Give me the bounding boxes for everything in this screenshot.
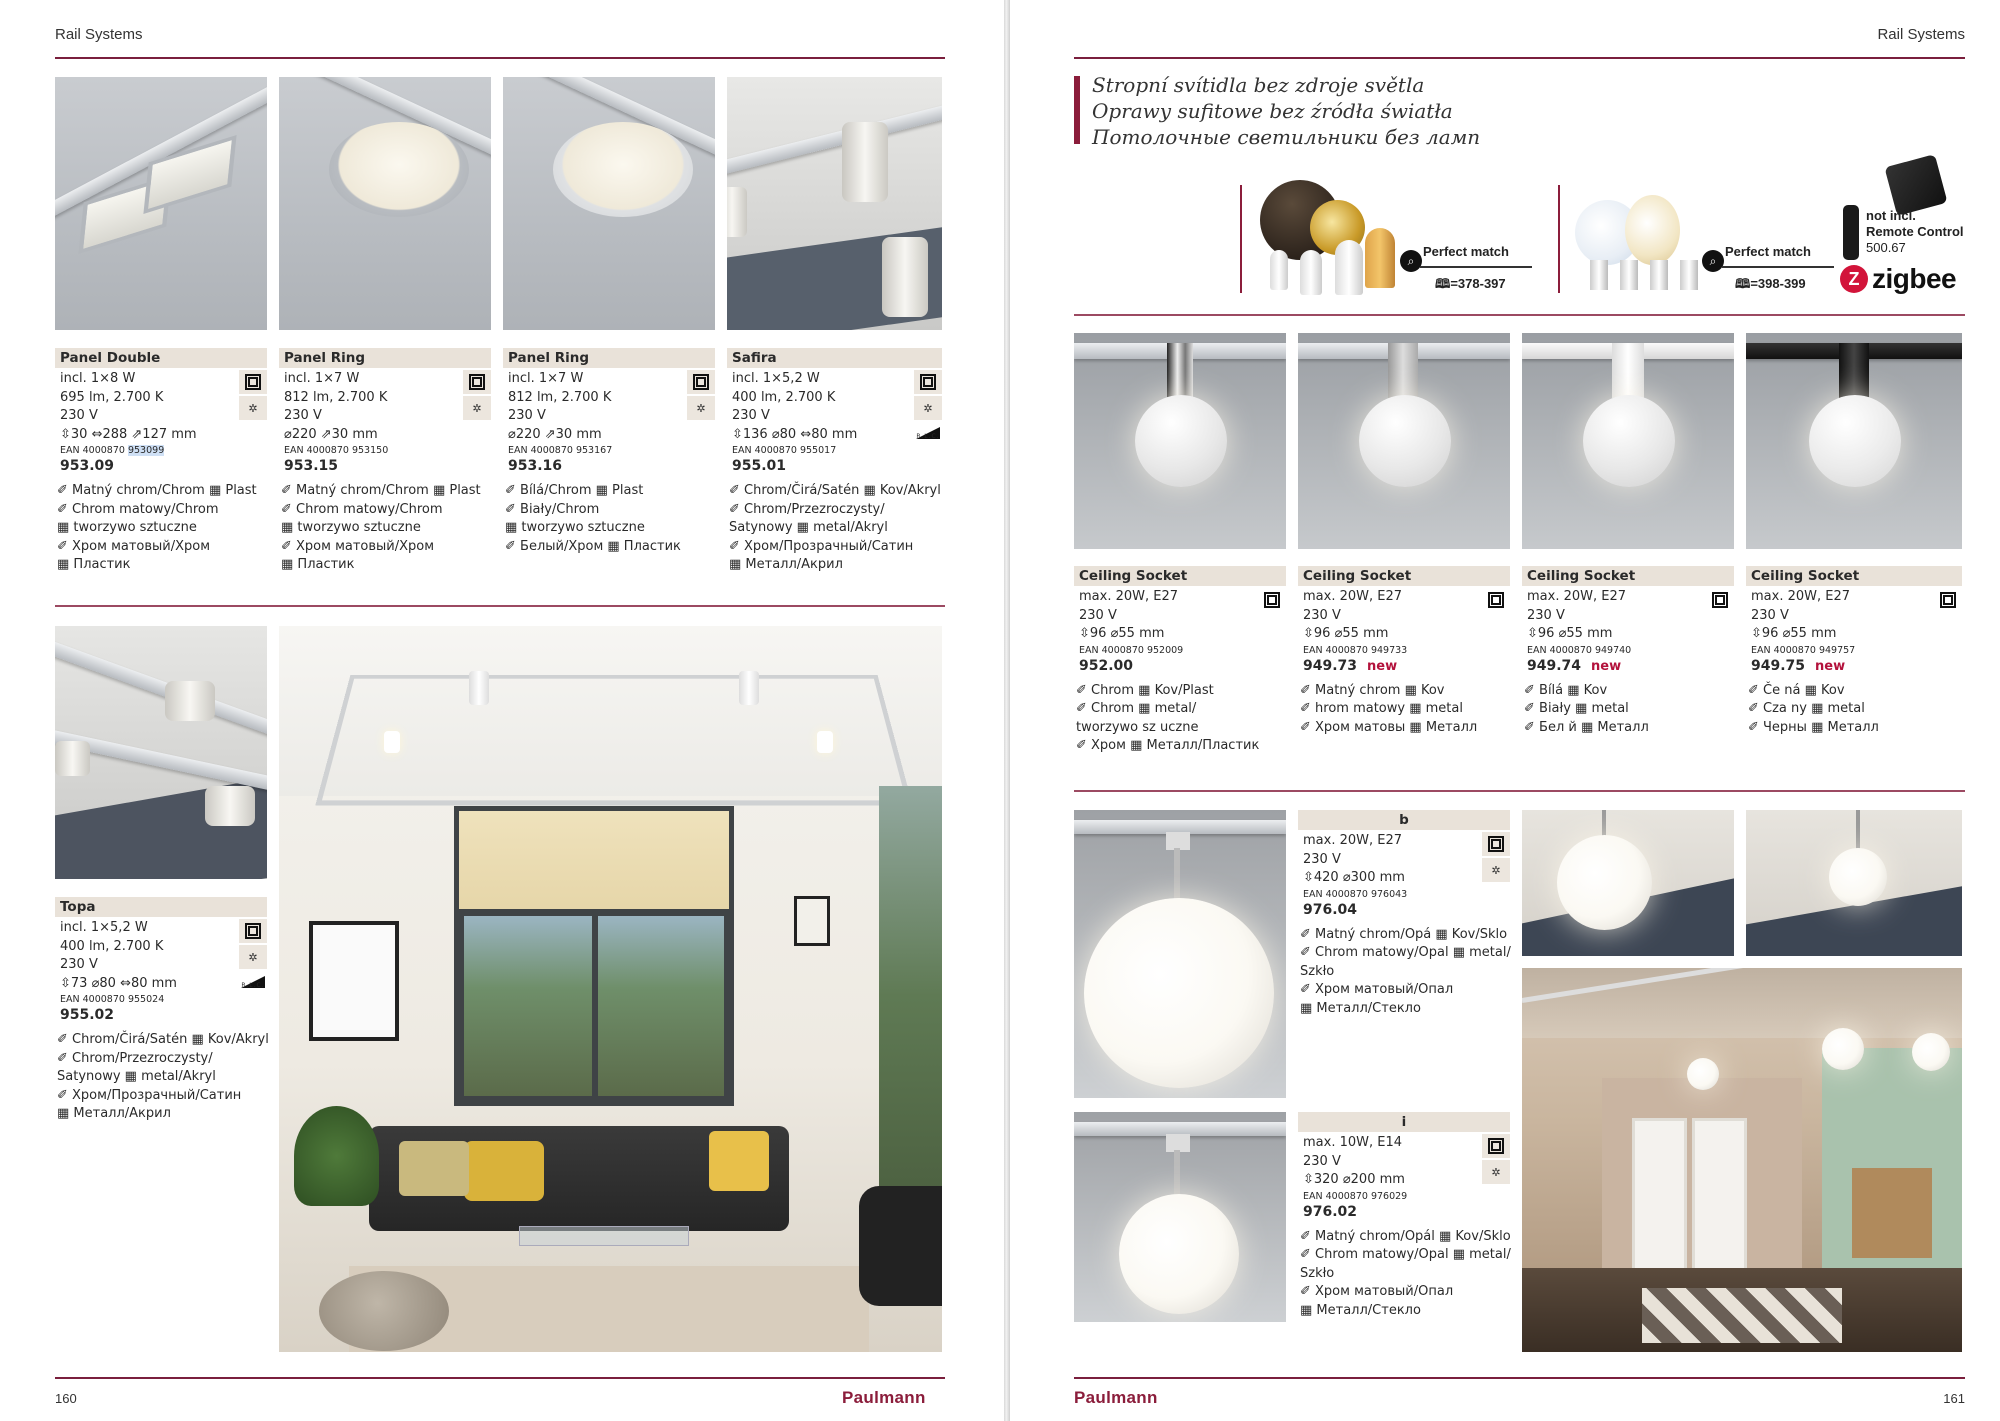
double-insulation-icon: [1482, 1134, 1510, 1158]
material-line: ✐ Хром/Прозрачный/Сатин: [729, 538, 914, 554]
product-icons: [1706, 588, 1734, 614]
spec-voltage: 230 V: [1527, 607, 1565, 623]
material-line: ✐ Matný chrom/Chrom ▦ Plast: [281, 483, 481, 498]
article-number: 953.15: [284, 458, 339, 474]
double-insulation-icon: [239, 370, 267, 394]
material-line: ▦ tworzywo sztuczne: [281, 520, 421, 535]
product-icons: [1934, 588, 1962, 614]
product-icons: [1258, 588, 1286, 614]
lamp-icon: ✲: [1482, 1160, 1510, 1184]
article-number: 976.02: [1303, 1203, 1358, 1220]
material-line: tworzywo sz uczne: [1076, 719, 1199, 735]
spec-lumen: 695 lm, 2.700 K: [60, 389, 164, 405]
product-name: Topa: [55, 897, 267, 917]
catalog-book-icon: 🕮: [1435, 276, 1451, 291]
product-photo-panel-double: [55, 77, 267, 330]
product-photo-panel-ring-chrome: [279, 77, 491, 330]
section-rule: [55, 605, 945, 607]
product-icons: [687, 370, 715, 422]
magnifier-icon: ⌕: [1400, 250, 1422, 272]
product-name: Ceiling Socket: [1298, 566, 1510, 586]
spec-lumen: 812 lm, 2.700 K: [284, 389, 388, 405]
spec-voltage: 230 V: [60, 408, 98, 423]
remote-control-icon: [1843, 205, 1859, 260]
product-name: Ceiling Socket: [1522, 566, 1734, 586]
product-icons: [239, 919, 267, 995]
product-photo-panel-ring-white: [503, 77, 715, 330]
material-line: ✐ Chrom/Čirá/Satén ▦ Kov/Akryl: [57, 1032, 269, 1047]
article-number: 952.00: [1079, 657, 1134, 674]
material-line: Satynowy ▦ metal/Akryl: [57, 1069, 216, 1084]
article-number: 953.16: [508, 458, 563, 474]
material-line: ✐ Bílá/Chrom ▦ Plast: [505, 483, 644, 498]
material-line: ✐ Хром матовый/Опал: [1300, 1284, 1454, 1299]
material-line: ▦ tworzywo sztuczne: [57, 520, 197, 535]
product-icons: [914, 370, 942, 446]
material-line: ✐ Chrom matowy/Opal ▦ metal/: [1300, 1247, 1511, 1262]
section-title: [1092, 72, 1480, 150]
material-line: ✐ Biały ▦ metal: [1524, 701, 1629, 716]
spec-lumen: 812 lm, 2.700 K: [508, 389, 612, 405]
spec-lumen: 400 lm, 2.700 K: [732, 389, 836, 405]
product-info: [55, 348, 267, 575]
material-line: ▦ tworzywo sztuczne: [505, 520, 645, 535]
footer-rule: [55, 1377, 945, 1379]
pendant-photo-small: [1074, 1112, 1286, 1322]
product-icons: [239, 370, 267, 422]
material-line: ✐ Če ná ▦ Kov: [1748, 682, 1845, 698]
header-rule: [55, 57, 945, 59]
ean-code: EAN 4000870 952009: [1079, 644, 1184, 656]
product-info: [279, 348, 491, 575]
material-line: ✐ Chrom matowy/Chrom: [281, 501, 443, 517]
product-icons: [1482, 588, 1510, 614]
article-number: 955.01: [732, 458, 787, 474]
perfect-match-underline: [1420, 266, 1532, 268]
perfect-match-label: Perfect match: [1725, 244, 1811, 259]
perfect-match-divider: [1558, 185, 1560, 293]
product-info: [1298, 566, 1510, 737]
pendant-detail-photo-2: [1746, 810, 1962, 956]
spec-dimensions: ⇳96 ⌀55 mm: [1751, 626, 1837, 641]
ean-code: EAN 4000870 953167: [508, 445, 613, 456]
section-rule: [1074, 790, 1965, 792]
double-insulation-icon: [1482, 588, 1510, 612]
spec-dimensions: ⌀220 ⇗30 mm: [508, 426, 602, 442]
spec-dimensions: ⇳96 ⌀55 mm: [1079, 626, 1165, 641]
material-line: ✐ Matný chrom/Chrom ▦ Plast: [57, 483, 257, 498]
page-header: Rail Systems: [1877, 26, 1965, 43]
product-icons: [463, 370, 491, 422]
product-info: [55, 897, 267, 1124]
material-line: ✐ Бел й ▦ Металл: [1524, 719, 1649, 735]
bulbs-illustration-1: [1260, 180, 1380, 295]
article-number: 949.73 new: [1303, 657, 1398, 674]
material-line: ✐ Хром матовый/Хром: [57, 538, 211, 554]
material-line: ✐ Matný chrom/Opál ▦ Kov/Sklo: [1300, 1228, 1511, 1244]
hallway-photo: [1522, 968, 1962, 1352]
article-number: 976.04: [1303, 901, 1358, 918]
article-number: 949.75 new: [1751, 657, 1846, 674]
right-page: [1010, 0, 2000, 1421]
perfect-match-range: 🕮=378-397: [1435, 276, 1506, 291]
spec-wattage: max. 20W, E27: [1751, 589, 1851, 604]
lamp-icon: ✲: [463, 396, 491, 420]
material-line: ✐ Черны ▦ Металл: [1748, 719, 1879, 735]
material-line: ✐ Matný chrom ▦ Kov: [1300, 682, 1445, 698]
zigbee-icon: Z: [1840, 265, 1868, 293]
product-icons: [1482, 1134, 1510, 1186]
double-insulation-icon: [687, 370, 715, 394]
double-insulation-icon: [1258, 588, 1286, 612]
double-insulation-icon: [463, 370, 491, 394]
article-number: 949.74 new: [1527, 657, 1622, 674]
material-line: ▦ Металл/Стекло: [1300, 1302, 1421, 1318]
material-line: ✐ Chrom ▦ metal/: [1076, 701, 1197, 716]
socket-photo-white: [1522, 333, 1734, 549]
spec-voltage: 230 V: [1079, 607, 1117, 623]
title-russian: Потолочные светильники без ламп: [1092, 125, 1481, 149]
product-info: [1074, 566, 1286, 756]
title-czech: Stropní svítidla bez zdroje světla: [1092, 73, 1425, 97]
brand-logo: Paulmann: [1074, 1388, 1158, 1407]
new-badge: new: [1367, 658, 1398, 674]
double-insulation-icon: [1934, 588, 1962, 612]
rlc-dimmer-icon: R.L.C.: [239, 971, 267, 995]
material-line: ✐ Хром матовый/Опал: [1300, 982, 1454, 997]
smartphone-icon: [1884, 154, 1947, 216]
product-photo-topa: [55, 626, 267, 879]
product-name: Ceiling Socket: [1746, 566, 1962, 586]
living-room-photo: [279, 626, 942, 1352]
spec-dimensions: ⌀220 ⇗30 mm: [284, 426, 378, 442]
lamp-icon: ✲: [914, 396, 942, 420]
spec-wattage: max. 20W, E27: [1303, 833, 1403, 848]
spec-dimensions: ⇳73 ⌀80 ⇔80 mm: [60, 975, 177, 991]
lamp-icon: ✲: [687, 396, 715, 420]
double-insulation-icon: [239, 919, 267, 943]
material-line: ✐ Chrom matowy/Opal ▦ metal/: [1300, 945, 1511, 960]
material-line: ✐ Белый/Хром ▦ Пластик: [505, 538, 681, 554]
article-number: 955.02: [60, 1007, 115, 1023]
product-name: Panel Ring: [503, 348, 715, 368]
product-name: Ceiling Socket: [1074, 566, 1286, 586]
spec-wattage: max. 20W, E27: [1527, 589, 1627, 604]
ean-code: EAN 4000870 949757: [1751, 644, 1856, 656]
material-line: ✐ Chrom/Przezroczysty/: [57, 1050, 213, 1066]
catalog-book-icon: 🕮: [1735, 276, 1751, 291]
brand-logo: Paulmann: [842, 1388, 926, 1407]
double-insulation-icon: [914, 370, 942, 394]
spec-dimensions: ⇳96 ⌀55 mm: [1527, 626, 1613, 641]
double-insulation-icon: [1706, 588, 1734, 612]
material-line: ✐ Chrom/Čirá/Satén ▦ Kov/Akryl: [729, 483, 941, 498]
spec-wattage: max. 10W, E14: [1303, 1135, 1403, 1150]
spec-voltage: 230 V: [732, 408, 770, 423]
spec-lumen: 400 lm, 2.700 K: [60, 938, 164, 954]
pendant-photo-large: [1074, 810, 1286, 1098]
ean-code: EAN 4000870 976029: [1303, 1190, 1408, 1202]
product-photo-safira: [727, 77, 942, 330]
ean-code: EAN 4000870 953099: [60, 445, 165, 456]
spec-wattage: incl. 1×8 W: [60, 371, 136, 386]
double-insulation-icon: [1482, 832, 1510, 856]
article-number: 953.09: [60, 458, 115, 474]
product-info: [1298, 1112, 1510, 1320]
product-info: [1746, 566, 1962, 737]
footer-rule: [1074, 1377, 1965, 1379]
product-info: [727, 348, 942, 575]
material-line: ▦ Металл/Акрил: [57, 1106, 171, 1121]
new-badge: new: [1591, 658, 1622, 674]
spec-voltage: 230 V: [508, 408, 546, 423]
product-name: i: [1298, 1112, 1510, 1132]
spec-wattage: max. 20W, E27: [1079, 589, 1179, 604]
spec-wattage: incl. 1×7 W: [284, 371, 360, 386]
ean-code: EAN 4000870 949740: [1527, 644, 1632, 656]
lamp-icon: ✲: [239, 945, 267, 969]
product-icons: [1482, 832, 1510, 884]
spec-voltage: 230 V: [1303, 607, 1341, 623]
spec-voltage: 230 V: [284, 408, 322, 423]
zigbee-logo: Z zigbee: [1840, 263, 1956, 295]
product-name: Panel Double: [55, 348, 267, 368]
lamp-icon: ✲: [239, 396, 267, 420]
ean-code: EAN 4000870 976043: [1303, 888, 1408, 900]
material-line: ✐ Chrom/Przezroczysty/: [729, 501, 885, 517]
socket-photo-matt-chrome: [1298, 333, 1510, 549]
bulbs-illustration-2: [1575, 200, 1705, 295]
product-name: b: [1298, 810, 1510, 830]
material-line: ▦ Металл/Стекло: [1300, 1000, 1421, 1016]
material-line: ✐ Хром ▦ Металл/Пластик: [1076, 738, 1260, 753]
spec-wattage: max. 20W, E27: [1303, 589, 1403, 604]
spec-dimensions: ⇳420 ⌀300 mm: [1303, 870, 1405, 885]
spec-voltage: 230 V: [1303, 1153, 1341, 1169]
material-line: ✐ Cza ny ▦ metal: [1748, 701, 1865, 716]
new-badge: new: [1815, 658, 1846, 674]
spec-voltage: 230 V: [1303, 851, 1341, 867]
material-line: ✐ Хром матовый/Хром: [281, 538, 435, 554]
product-info: [1298, 810, 1510, 1018]
material-line: ✐ Chrom matowy/Chrom: [57, 501, 219, 517]
spec-wattage: incl. 1×5,2 W: [732, 371, 820, 386]
pendant-detail-photo-1: [1522, 810, 1734, 956]
material-line: ✐ Chrom ▦ Kov/Plast: [1076, 682, 1214, 698]
material-line: ▦ Пластик: [57, 557, 131, 572]
section-rule: [1074, 314, 1965, 316]
spec-voltage: 230 V: [1751, 607, 1789, 623]
perfect-match-range: 🕮=398-399: [1735, 276, 1806, 291]
spec-wattage: incl. 1×7 W: [508, 371, 584, 386]
perfect-match-label: Perfect match: [1423, 244, 1509, 259]
header-rule: [1074, 57, 1965, 59]
spec-dimensions: ⇳320 ⌀200 mm: [1303, 1172, 1405, 1187]
spec-dimensions: ⇳30 ⇔288 ⇗127 mm: [60, 426, 197, 442]
ean-code: EAN 4000870 953150: [284, 445, 389, 456]
product-info: [503, 348, 715, 556]
ean-code: EAN 4000870 949733: [1303, 644, 1408, 656]
product-info: [1522, 566, 1734, 737]
page-header: Rail Systems: [55, 26, 143, 43]
material-line: ✐ Matný chrom/Opá ▦ Kov/Sklo: [1300, 926, 1508, 942]
product-name: Safira: [727, 348, 942, 368]
socket-photo-black: [1746, 333, 1962, 549]
spec-wattage: incl. 1×5,2 W: [60, 920, 148, 935]
material-line: ✐ Bílá ▦ Kov: [1524, 682, 1608, 698]
magnifier-icon: ⌕: [1702, 250, 1724, 272]
title-polish: Oprawy sufitowe bez źródła światła: [1092, 99, 1453, 123]
title-accent-bar: [1074, 76, 1080, 144]
remote-note: not incl. Remote Control 500.67: [1866, 208, 1964, 255]
material-line: ✐ Хром матовы ▦ Металл: [1300, 719, 1478, 735]
spec-dimensions: ⇳136 ⌀80 ⇔80 mm: [732, 426, 858, 442]
material-line: ✐ Хром/Прозрачный/Сатин: [57, 1087, 242, 1103]
ean-code: EAN 4000870 955017: [732, 445, 837, 456]
lamp-icon: ✲: [1482, 858, 1510, 882]
page-number: 160: [55, 1391, 77, 1406]
material-line: ▦ Металл/Акрил: [729, 557, 843, 572]
socket-photo-chrome: [1074, 333, 1286, 549]
ean-code: EAN 4000870 955024: [60, 994, 165, 1005]
material-line: Szkło: [1300, 1265, 1335, 1281]
material-line: Szkło: [1300, 963, 1335, 979]
product-name: Panel Ring: [279, 348, 491, 368]
material-line: ▦ Пластик: [281, 557, 355, 572]
perfect-match-divider: [1240, 185, 1242, 293]
rlc-dimmer-icon: R.L.C.: [914, 422, 942, 446]
material-line: ✐ hrom matowy ▦ metal: [1300, 701, 1463, 716]
material-line: Satynowy ▦ metal/Akryl: [729, 520, 888, 535]
page-number: 161: [1943, 1391, 1965, 1406]
material-line: ✐ Biały/Chrom: [505, 501, 600, 517]
spec-dimensions: ⇳96 ⌀55 mm: [1303, 626, 1389, 641]
spec-voltage: 230 V: [60, 957, 98, 972]
perfect-match-underline: [1722, 266, 1834, 268]
